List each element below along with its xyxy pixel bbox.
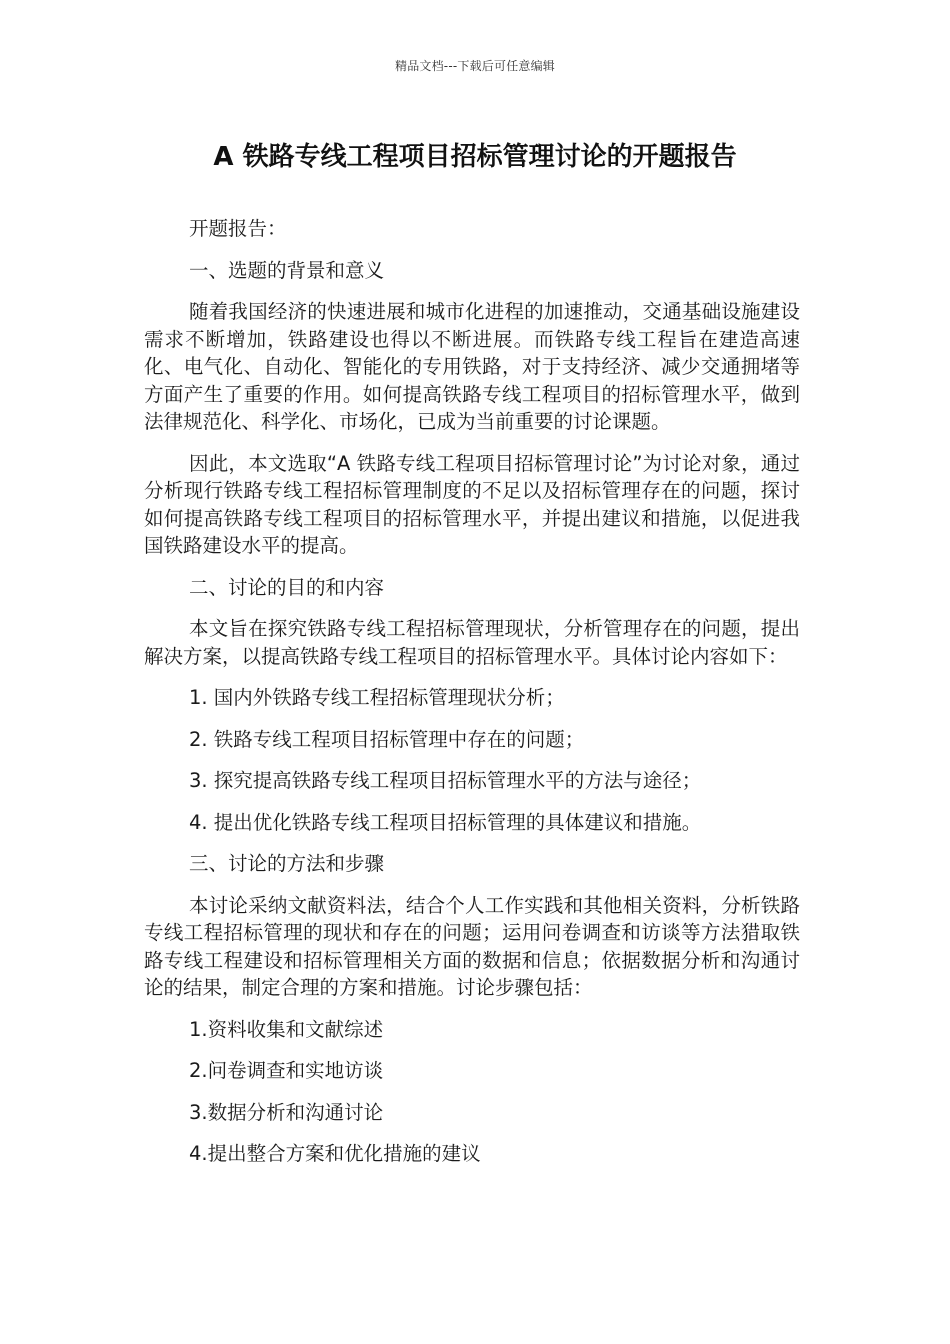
step-list-item: 3.数据分析和沟通讨论 (189, 1100, 384, 1124)
content-list-item: 4. 提出优化铁路专线工程项目招标管理的具体建议和措施。 (189, 810, 702, 834)
step-list-item: 2.问卷调查和实地访谈 (189, 1059, 384, 1082)
background-paragraph-1: 随着我国经济的快速进展和城市化进程的加速推动，交通基础设施建设需求不断增加，铁路建设也得以不断进展。而铁路专线工程旨在建造高速化、电气化、自动化、智能化的专用铁路，对于支持经济、减少交通拥堵等方面产生了重要的作用。如何提高铁路专线工程项目的招标管理水平，做到法律规范化、科学化、市场化，已成为当前重要的讨论课题。 (144, 300, 800, 433)
content-list-item: 3. 探究提高铁路专线工程项目招标管理水平的方法与途径； (189, 769, 702, 792)
section-heading-method: 三、讨论的方法和步骤 (189, 852, 385, 875)
section-heading-purpose: 二、讨论的目的和内容 (189, 575, 385, 599)
purpose-paragraph: 本文旨在探究铁路专线工程招标管理现状，分析管理存在的问题，提出解决方案，以提高铁路专线工程项目的招标管理水平。具体讨论内容如下： (144, 617, 800, 668)
section-heading-background: 一、选题的背景和意义 (189, 258, 385, 282)
content-list-item: 1. 国内外铁路专线工程招标管理现状分析； (189, 686, 565, 709)
content-list-item: 2. 铁路专线工程项目招标管理中存在的问题； (189, 727, 585, 751)
step-list-item: 4.提出整合方案和优化措施的建议 (189, 1142, 481, 1165)
step-list-item: 1.资料收集和文献综述 (189, 1017, 384, 1041)
background-paragraph-2: 因此，本文选取“A 铁路专线工程项目招标管理讨论”为讨论对象，通过分析现行铁路专线工程招标管理制度的不足以及招标管理存在的问题，探讨如何提高铁路专线工程项目的招标管理水平，并提出建议和措施，以促进我国铁路建设水平的提高。 (144, 451, 800, 557)
method-paragraph: 本讨论采纳文献资料法，结合个人工作实践和其他相关资料，分析铁路专线工程招标管理的现状和存在的问题；运用问卷调查和访谈等方法猎取铁路专线工程建设和招标管理相关方面的数据和信息；依据数据分析和沟通讨论的结果，制定合理的方案和措施。讨论步骤包括： (144, 893, 800, 999)
intro-label: 开题报告： (189, 217, 287, 240)
document-title: A 铁路专线工程项目招标管理讨论的开题报告 (213, 142, 737, 172)
document-body (144, 215, 800, 1182)
page-header-note: 精品文档---下载后可任意编辑 (395, 59, 555, 73)
